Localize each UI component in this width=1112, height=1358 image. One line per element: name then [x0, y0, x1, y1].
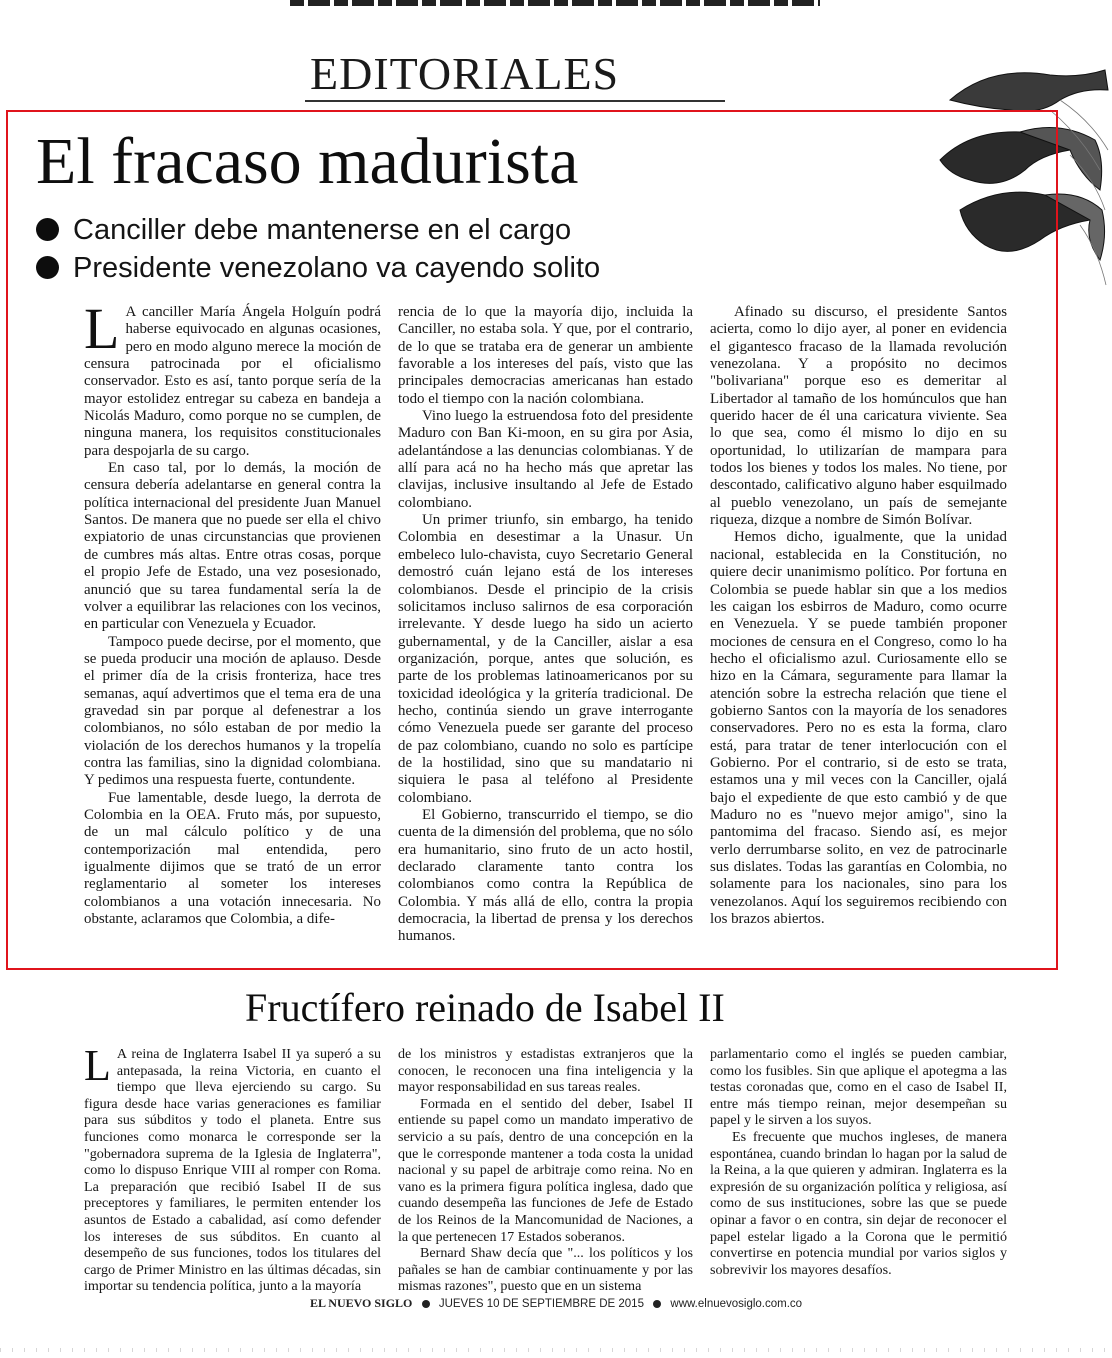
- dropcap: L: [84, 1041, 111, 1090]
- paragraph: Es frecuente que muchos ingleses, de manera espontánea, cuando brindan lo hagan por la salud de la Reina, a la que quieren y admiran. Inglaterra es la expresión de su organización política y religiosa, así como de sus instituciones, sobre las que se puede opinar a favor o en contra, sin dejar de reconocer el papel estelar ligado a la Corona que le permitió convertirse en potencia mundial por varios siglos y sobrevivir los mayores desafíos.: [710, 1128, 1007, 1278]
- paragraph: L A canciller María Ángela Holguín podrá haberse equivocado en algunas ocasiones, pero en modo alguno merece la moción de censura patrocinada por el oficialismo conservador. Esto es así, tanto porque sería de la mayor estolidez entregar su cabeza en bandeja a Nicolás Maduro, como porque no se cumplen, de ninguna manera, los requisitos constitucionales para despojarla de su cargo.: [84, 296, 381, 459]
- subheading-2: [34, 250, 834, 286]
- paragraph: rencia de lo que la mayoría dijo, incluida la Canciller, no estaba sola. Y que, por el contrario, de lo que se trataba era de generar un ambiente favorable a los intereses del país, visto que las principales democracias americanas han estado todo el tiempo con la nación colombiana.: [398, 304, 693, 407]
- editorial-headline: El fracaso madurista: [36, 125, 579, 198]
- paragraph: Hemos dicho, igualmente, que la unidad nacional, establecida en la Constitución, no quiere decir unanimismo político. Por fortuna en Colombia se puede hablar sin que a los medios les caigan los esbirros de Maduro, como ocurre en Venezuela. Y se puede también proponer mociones de censura en el Congreso, como lo ha hecho el oficialismo azul. Curiosamente ello se hizo en la Cámara, seguramente para llamar la atención sobre la estrecha relación que tiene el gobierno Santos con la mayoría de los senadores conservadores. Pero no es esta la forma, claro está, para tratar de tener interlocución con el Gobierno. Por el contrario, si de esto se trata, estamos una y mil veces con la Canciller, ojalá bajo el expediente de que esto cambió y de que Maduro no es "nuevo mejor amigo", sino la pantomima del fracaso. Siendo así, es mejor verlo derrumbarse solito, en vez de patrocinarle sus dislates. Todas las garantías en Colombia, no solamente para los nacionales, sino para los venezolanos. Aquí los seguiremos recibiendo con los brazos abiertos.: [710, 529, 1007, 928]
- editorial1-column-2: [398, 304, 693, 946]
- section-title: EDITORIALES: [310, 48, 620, 99]
- paragraph: Un primer triunfo, sin embargo, ha tenido Colombia en desestimar a la Unasur. Un embeleco lulo-chavista, cuyo Secretario General demostró cuán lejano está de los intereses colombianos. Desde el principio de la crisis solicitamos incluso salirnos de esa corporación irrelevante. Y desde luego ha sido un acierto gubernamental, y de la Canciller, aislar a esa organización, porque, antes que solución, es parte de los problemas latinoamericanos por su toxicidad ideológica y la gritería tradicional. De hecho, continúa siendo un grave interrogante cómo Venezuela puede ser garante del proceso de paz colombiano, cuando no solo es partícipe de la hostilidad, sino que su mandatario ni siquiera le pasa al teléfono al Presidente colombiano.: [398, 512, 693, 806]
- footer-brand: EL NUEVO SIGLO: [309, 1296, 413, 1310]
- dropcap: L: [84, 296, 120, 361]
- footer-date: JUEVES 10 DE SEPTIEMBRE DE 2015: [438, 1298, 644, 1310]
- section-underline: [305, 100, 725, 102]
- editorial1-column-3: [710, 304, 1007, 928]
- masthead-strip: [290, 0, 820, 6]
- subheading-text: Canciller debe mantenerse en el cargo: [73, 214, 572, 246]
- paragraph: L A reina de Inglaterra Isabel II ya superó a su antepasada, la reina Victoria, en cuanto el tiempo que lleva ejerciendo su cargo. Su figura desde hace varias generaciones es familiar para sus súbditos y todo el planeta. Entre sus funciones como monarca le corresponde ser la "gobernadora suprema de la Iglesia de Inglaterra", como lo dispuso Enrique VIII al romper con Roma. La preparación que recibió Isabel II de sus preceptores y familiares, le permiten entender los asuntos de Estado a cabalidad, así como defender los intereses de sus súbditos. En cuanto al desempeño de sus funciones, todos los titulares del cargo de Primer Ministro en las últimas décadas, sin importar su tendencia política, junto a la mayoría: [84, 1041, 381, 1295]
- paragraph: Afinado su discurso, el presidente Santos acierta, como lo dijo ayer, al poner en evidencia el gigantesco fracaso de la llamada revolución venezolana. Y a propósito no decimos "bolivariana" porque eso es demeritar al Libertador al tamaño de los homúnculos que han querido hacer de él una caricatura viviente. Sea lo que sea, como él mismo lo dijo en su oportunidad, lo utilizarían de mampara para todos los bienes y todos los males. No tiene, por descontado, calificativo alguno haber esquilmado al pueblo venezolano, un país de semejante riqueza, dizque a nombre de Simón Bolívar.: [710, 304, 1007, 529]
- bullet-icon: [36, 218, 59, 241]
- editorial2-column-2: [398, 1046, 693, 1295]
- separator-dot-icon: [422, 1300, 430, 1308]
- footer-url[interactable]: www.elnuevosiglo.com.co: [670, 1298, 803, 1310]
- paragraph: de los ministros y estadistas extranjeros que la conocen, le reconocen una fina inteligencia y la mayor responsabilidad en sus tareas reales.: [398, 1046, 693, 1096]
- editorial2-headline: Fructífero reinado de Isabel II: [245, 985, 725, 1030]
- subheading-1: [34, 212, 834, 248]
- bullet-icon: [36, 256, 59, 279]
- editorial2-column-3: [710, 1046, 1007, 1278]
- paragraph: El Gobierno, transcurrido el tiempo, se dio cuenta de la dimensión del problema, que no sólo era humanitario, sino fruto de un acto hostil, declarado claramente tanto contra los colombianos como contra la República de Colombia. Y más allá de ello, contra la propia democracia, la libertad de prensa y los derechos humanos.: [398, 806, 693, 945]
- scan-edge: [0, 1348, 1112, 1352]
- paragraph: Fue lamentable, desde luego, la derrota de Colombia en la OEA. Fruto más, por supuesto, de un mal cálculo político y de una contemporización mal entendida, pero igualmente dijimos que se trató de un error reglamentario al someter los intereses colombianos a una votación innecesaria. No obstante, aclaramos que Colombia, a dife-: [84, 789, 381, 928]
- page-footer: [0, 1296, 1112, 1311]
- paragraph: Tampoco puede decirse, por el momento, que se pueda producir una moción de aplauso. Desde el primer día de la crisis fronteriza, hace tres semanas, aquí advertimos que el tema era de una gravedad sin par porque al defenestrar a los colombianos, no sólo estaban de por medio la violación de los derechos humanos y la tropelía contra las familias, sino la dignidad colombiana. Y pedimos una respuesta fuerte, contundente.: [84, 633, 381, 789]
- paragraph: Vino luego la estruendosa foto del presidente Maduro con Ban Ki-moon, en su gira por Asia, adelantándose a las denuncias colombianas. Y de allí para acá no ha hecho más que apretar las clavijas, inclusive insultando al Jefe de Estado colombiano.: [398, 408, 693, 511]
- editorial2-column-1: [84, 1041, 381, 1295]
- paragraph: parlamentario como el inglés se pueden cambiar, como los fusibles. Sin que aplique el apotegma a las testas coronadas que, como en el caso de Isabel II, entre más tiempo reinan, mejor desempeñan su papel y le sirven a los suyos.: [710, 1046, 1007, 1129]
- subheading-text: Presidente venezolano va cayendo solito: [73, 252, 601, 284]
- separator-dot-icon: [653, 1300, 661, 1308]
- paragraph: En caso tal, por lo demás, la moción de censura debería adelantarse en general contra la política internacional del presidente Juan Manuel Santos. De manera que no puede ser ella el chivo expiatorio de unas circunstancias que provienen de cumbres más altas. Entre otras cosas, porque el propio Jefe de Estado, una vez posesionado, anunció que su tarea fundamental sería la de volver a equilibrar las relaciones con los vecinos, en particular con Venezuela y Ecuador.: [84, 460, 381, 633]
- paragraph: Bernard Shaw decía que "... los políticos y los pañales se han de cambiar continuamente y por las mismas razones", puesto que en un sistema: [398, 1245, 693, 1295]
- paragraph: Formada en el sentido del deber, Isabel II entiende su papel como un mandato imperativo de servicio a su país, dentro de una concepción en la que le corresponde mantener a toda costa la unidad nacional y su papel de arbitraje como reina. No en vano es la primera figura política inglesa, dado que cuando desempeña las funciones de Jefe de Estado de los Reinos de la Mancomunidad de Naciones, a la que pertenecen 17 Estados soberanos.: [398, 1095, 693, 1245]
- editorial1-column-1: [84, 296, 381, 928]
